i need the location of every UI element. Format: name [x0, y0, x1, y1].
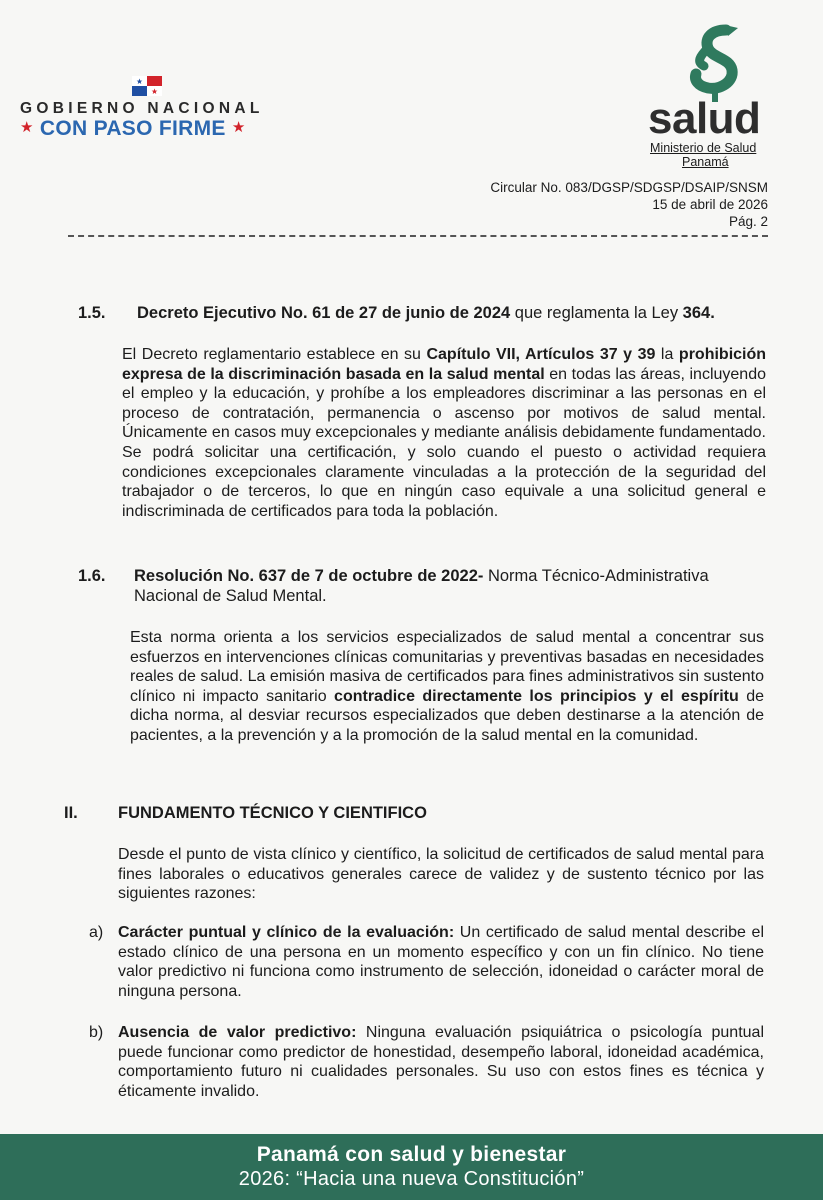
salud-logo-word: salud — [648, 94, 761, 143]
title-text: Norma Técnico-Administrativa Nacional de Salud Mental. — [134, 567, 709, 605]
title-law: 364. — [682, 304, 715, 322]
gov-logo-line2 — [20, 117, 246, 141]
list-label: b) — [89, 1024, 104, 1041]
bold-run: Capítulo VII, Artículos 37 y 39 — [426, 346, 656, 363]
bold-run: contradice directamente los principios y el espíritu — [334, 687, 739, 705]
circular-number: Circular No. 083/DGSP/SDGSP/DSAIP/SNSM — [490, 180, 768, 195]
star-icon: ★ — [20, 119, 34, 136]
panama-flag-icon — [132, 76, 162, 96]
ministry-name: Ministerio de Salud — [650, 141, 757, 155]
header-divider — [68, 235, 768, 237]
text-run: en todas las áreas, incluyendo el empleo y la educación, y prohíbe a los empleadores discriminar a las personas en el proceso de contratación, permanencia o ascenso por motivos de salud mental. Únicamente en casos muy excepcionales y mediante análisis debidamente fundamentado. Se podrá solicitar una certificación, y solo cuando el puesto o actividad requiera condiciones excepcionales claramente vinculadas a la protección de la seguridad del trabajador o de terceros, lo que en ningún caso equivale a una solicitud general e indiscriminada de certificados para toda la población. — [122, 365, 766, 520]
list-label: a) — [89, 924, 104, 941]
page-number: Pág. 2 — [728, 214, 768, 229]
section-title: FUNDAMENTO TÉCNICO Y CIENTIFICO — [118, 804, 427, 822]
section-number: 1.5. — [78, 304, 106, 322]
text-run: Un certificado de salud mental describe el estado clínico de una persona en un momento específico y con un fin clínico. No tiene valor predictivo ni funciona como instrumento de selección, idoneidad o carácter moral de ninguna persona. — [118, 924, 764, 1000]
section-paragraph — [122, 345, 766, 521]
circular-date: 15 de abril de 2026 — [652, 197, 768, 212]
list-item — [118, 1023, 764, 1101]
section-number: 1.6. — [78, 567, 106, 585]
star-icon: ★ — [231, 119, 246, 136]
text-run: El Decreto reglamentario establece en su — [122, 346, 427, 363]
text-run: Esta norma orienta a los servicios especializados de salud mental a concentrar sus esfuerzos en intervenciones clínicas comunitarias y preventivas basadas en necesidades reales de salud. La emisión masiva de certificados para fines administrativos sin sustento clínico ni impacto sanitario — [130, 629, 764, 705]
title-bold: Decreto Ejecutivo No. 61 de 27 de junio de 2024 — [137, 304, 511, 322]
title-bold: Resolución No. 637 de 7 de octubre de 2022- — [134, 567, 484, 585]
salud-serpent-icon — [678, 22, 748, 104]
ministry-country: Panamá — [682, 155, 729, 169]
bold-run: prohibición expresa de la discriminación basada en la salud mental — [122, 346, 767, 383]
section-title — [137, 304, 777, 323]
footer-slogan: Panamá con salud y bienestar — [256, 1143, 567, 1166]
gov-logo-line1: GOBIERNO NACIONAL — [20, 100, 264, 117]
text-run: de dicha norma, al desviar recursos especializados que deben destinarse a la atención de pacientes, a la prevención y a la promoción de la salud mental en la comunidad. — [130, 687, 764, 744]
section-title — [134, 567, 764, 606]
title-text: que reglamenta la Ley — [510, 304, 683, 322]
bold-run: Ausencia de valor predictivo: — [118, 1024, 357, 1041]
section-intro: Desde el punto de vista clínico y científico, la solicitud de certificados de salud mental para fines laborales o educativos generales carece de validez y de sustento técnico por las siguientes razones: — [118, 846, 764, 903]
section-number: II. — [64, 804, 78, 822]
gov-logo-slogan: CON PASO FIRME — [39, 117, 226, 140]
text-run: Ninguna evaluación psiquiátrica o psicología puntual puede funcionar como predictor de honestidad, desempeño laboral, idoneidad académica, comportamiento futuro ni cualidades personales. Su uso con estos fines es técnica y éticamente invalido. — [118, 1024, 764, 1100]
list-item — [118, 923, 764, 1001]
footer-year-motto: 2026: “Hacia una nueva Constitución” — [238, 1168, 585, 1190]
bold-run: Carácter puntual y clínico de la evaluación: — [118, 924, 455, 941]
text-run: la — [655, 346, 679, 363]
section-paragraph — [130, 628, 764, 746]
